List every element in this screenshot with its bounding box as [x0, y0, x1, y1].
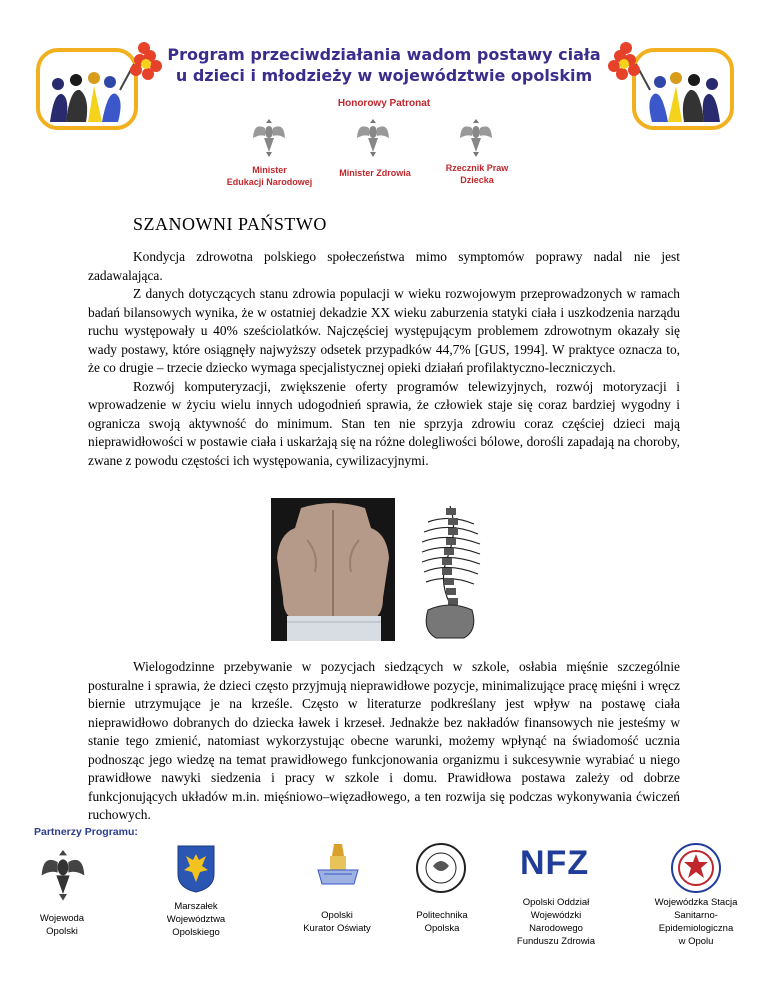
paragraph: Z danych dotyczących stanu zdrowia populacji w wieku rozwojowym przeprowadzonych w ramach badań bilansowych wynika, że w ostatniej dekadzie XX wieku zaburzenia statyki ciała i uszkodzenia narządu ruchu występowały u 40% sześciolatków. Najczęściej występującym problemem zdrowotnym okazały się wady postawy, które osiągnęły najwyższy odsetek przypadków 44,7% [GUS, 1994]. W praktyce oznacza to, że co drugie – trzecie dziecko wymaga specjalistycznej opieki działań profilaktyczno-leczniczych. — [88, 286, 680, 375]
partners-label: Partnerzy Programu: — [34, 826, 138, 838]
main-text — [88, 658, 680, 825]
partner-label: Politechnika Opolska — [416, 910, 468, 934]
kurator-logo-icon — [314, 840, 362, 890]
page-heading: SZANOWNI PAŃSTWO — [133, 214, 327, 234]
eagle-emblem-icon — [38, 846, 88, 902]
program-logo-right — [604, 42, 734, 132]
patron-label: Minister Edukacji Narodowej — [226, 165, 313, 187]
program-title — [150, 44, 618, 86]
intro-text — [88, 248, 680, 470]
honorary-patronage-label: Honorowy Patronat — [337, 98, 431, 109]
paragraph: Rozwój komputeryzacji, zwiększenie oferty programów telewizyjnych, rozwój motoryzacji i wprowadzenie w życiu wielu innych udogodnień sprawia, że człowiek staje się coraz bardziej wygodny i ogranicza swoją aktywność do minimum. Stan ten nie sprzyja zdrowiu coraz częściej dzieci mają nieprawidłowości w postawie ciała i uskarżają się na różne dolegliwości bólowe, dorośli zapadają na choroby, zwane z powodu częstości ich występowania, cywilizacyjnymi. — [88, 378, 680, 468]
eagle-emblem-icon — [356, 116, 390, 158]
eagle-emblem-icon — [459, 116, 493, 158]
nfz-logo: NFZ — [520, 844, 590, 882]
politechnika-logo-icon — [415, 842, 467, 894]
eagle-emblem-icon — [252, 116, 286, 158]
partner-label: Opolski Oddział Wojewódzki Narodowego Funduszu Zdrowia — [516, 897, 596, 947]
patron-label: Minister Zdrowia — [339, 168, 411, 178]
spine-illustration — [408, 500, 492, 640]
partner-label: Wojewoda Opolski — [39, 913, 85, 937]
partner-label: Opolski Kurator Oświaty — [303, 910, 371, 934]
patron-label: Rzecznik Praw Dziecka — [445, 163, 509, 185]
program-title-line2: u dzieci i młodzieży w województwie opolskim — [175, 66, 593, 85]
back-photo — [271, 498, 395, 641]
partner-label: Marszałek Województwa Opolskiego — [166, 901, 226, 938]
opolskie-coat-of-arms-icon — [176, 844, 216, 894]
paragraph: Wielogodzinne przebywanie w pozycjach siedzących w szkole, osłabia mięśnie szczególnie posturalne i sprawia, że dzieci często przyjmują nieprawidłowe pozycje, minimalizujące pracę mięśni i wręcz biernie utrzymujące je na krześle. Często w literaturze podkreślany jest wpływ na postawę ciała nieprawidłowo dobranych do dziecka ławek i krzeseł. Jednakże bez nakładów finansowych nie jesteśmy w stanie tego zmienić, natomiast wykorzystując obecne warunki, możemy wpłynąć na świadomość ucznia podnosząc jego wiedzę na temat prawidłowego funkcjonowania organizmu i sukcesywnie wyrabiać u niego prawidłowe nawyki siedzenia i pracy w szkole i domu. Prawidłowa postawa zależy od dobrze funkcjonujących układów m.in. mięśniowo–więzadłowego, a ten rozwija się podczas wykonywania ćwiczeń ruchowych. — [88, 659, 680, 822]
partner-label: Wojewódzka Stacja Sanitarno- Epidemiologiczna w Opolu — [654, 897, 738, 947]
program-logo-left — [36, 42, 166, 132]
program-title-line1: Program przeciwdziałania wadom postawy ciała — [167, 45, 601, 64]
paragraph: Kondycja zdrowotna polskiego społeczeństwa mimo symptomów poprawy nadal nie jest zadawalająca. — [88, 249, 680, 283]
sanepid-logo-icon — [670, 842, 722, 894]
